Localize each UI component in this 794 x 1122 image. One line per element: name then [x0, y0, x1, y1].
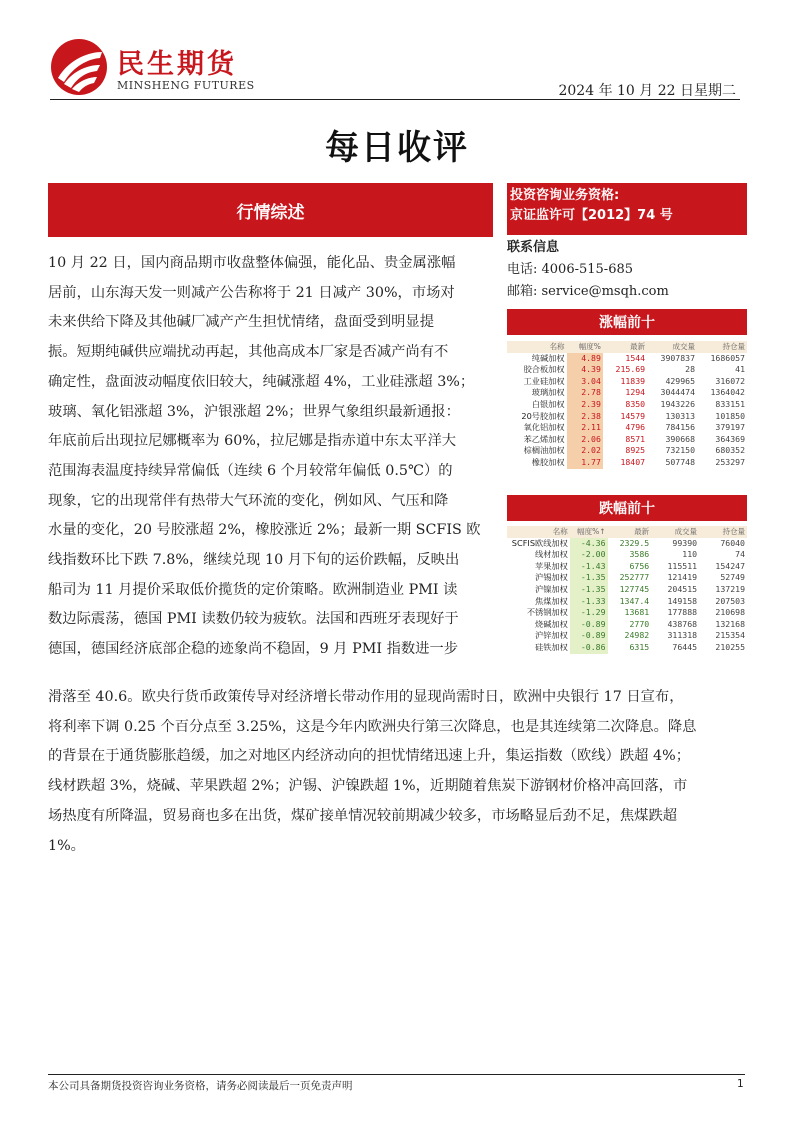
column-header: 幅度% [567, 341, 603, 353]
change-pct: -1.35 [570, 584, 608, 596]
volume: 784156 [665, 422, 696, 433]
contact-info [507, 237, 669, 303]
open-interest: 1686057 [710, 352, 745, 363]
column-header: 成交量 [647, 341, 697, 353]
instrument-name: 白银加权 [531, 398, 565, 409]
instrument-name: 苹果加权 [535, 560, 568, 571]
last-price: 252777 [619, 572, 650, 583]
instrument-name: 胶合板加权 [523, 364, 565, 375]
column-header: 幅度%↑ [570, 526, 608, 538]
top-gainers-table [507, 341, 747, 469]
volume: 438768 [667, 618, 698, 629]
volume: 28 [685, 364, 696, 375]
change-pct: 2.39 [567, 399, 603, 411]
open-interest: 74 [735, 549, 745, 560]
section-title-box [48, 183, 493, 237]
last-price: 13681 [624, 607, 650, 618]
contact-title: 联系信息 [507, 240, 560, 255]
last-price: 6756 [629, 560, 650, 571]
last-price: 8925 [625, 445, 646, 456]
summary-line: 玻璃、氧化铝涨超 3%，沪银涨超 2%；世界气象组织最新通报： [48, 403, 460, 420]
company-name-en: MINSHENG FUTURES [117, 79, 255, 92]
open-interest: 833151 [715, 398, 745, 409]
summary-line: 10 月 22 日，国内商品期市收盘整体偏强，能化品、贵金属涨幅 [48, 255, 456, 271]
summary-line: 居前，山东海天发一则减产公告称将于 21 日减产 30%，市场对 [48, 284, 455, 301]
last-price: 127745 [619, 583, 650, 594]
volume: 507748 [665, 456, 696, 467]
volume: 3044474 [660, 387, 696, 398]
summary-line: 未来供给下降及其他碱厂减产产生担忧情绪，盘面受到明显提 [48, 314, 435, 331]
last-price: 8571 [625, 433, 646, 444]
header-divider [50, 99, 740, 100]
instrument-name: SCFIS欧线加权 [511, 537, 568, 548]
last-price: 11839 [620, 375, 646, 386]
summary-line: 线材跌超 3%，烧碱、苹果跌超 2%；沪锡、沪镍跌超 1%，近期随着焦炭下游钢材价格冲高回落，市 [48, 778, 688, 795]
last-price: 1294 [625, 387, 646, 398]
change-pct: 4.39 [567, 364, 603, 376]
table-row [507, 561, 747, 573]
open-interest: 364369 [715, 433, 745, 444]
open-interest: 41 [735, 364, 745, 375]
summary-line: 滑落至 40.6。欧央行货币政策传导对经济增长带动作用的显现尚需时日，欧洲中央银行 17 日宣布， [48, 689, 684, 705]
summary-line: 水量的变化，20 号胶涨超 2%，橡胶涨近 2%；最新一期 SCFIS 欧 [48, 522, 481, 539]
open-interest: 52749 [720, 572, 745, 583]
change-pct: 2.06 [567, 434, 603, 446]
volume: 99390 [672, 537, 698, 548]
instrument-name: 纯碱加权 [531, 352, 565, 363]
last-price: 215.69 [615, 364, 646, 375]
change-pct: -2.00 [570, 549, 608, 561]
open-interest: 76040 [720, 537, 745, 548]
summary-line: 年底前后出现拉尼娜概率为 60%，拉尼娜是指赤道中东太平洋大 [48, 433, 457, 450]
open-interest: 1364042 [710, 387, 745, 398]
change-pct: -0.86 [570, 642, 608, 654]
contact-email: 邮箱: service@msqh.com [507, 284, 669, 299]
table-row [507, 538, 747, 550]
volume: 732150 [665, 445, 696, 456]
open-interest: 210255 [715, 641, 745, 652]
instrument-name: 棕榈油加权 [523, 445, 565, 456]
volume: 130313 [665, 410, 696, 421]
instrument-name: 20号胶加权 [521, 410, 565, 421]
table-row [507, 549, 747, 561]
open-interest: 137219 [715, 583, 745, 594]
summary-line: 1%。 [48, 837, 85, 854]
open-interest: 316072 [715, 375, 745, 386]
open-interest: 154247 [715, 560, 745, 571]
table-row [507, 445, 747, 457]
certificate-box [507, 183, 747, 235]
volume: 390668 [665, 433, 696, 444]
summary-line: 德国，德国经济底部企稳的迹象尚不稳固，9 月 PMI 指数进一步 [48, 641, 459, 658]
summary-line: 数边际震荡，德国 PMI 读数仍较为疲软。法国和西班牙表现好于 [48, 611, 459, 628]
change-pct: -1.35 [570, 572, 608, 584]
volume: 1943226 [660, 398, 696, 409]
table-row [507, 457, 747, 469]
change-pct: -4.36 [570, 538, 608, 550]
last-price: 8350 [625, 398, 646, 409]
table-row [507, 422, 747, 434]
volume: 121419 [667, 572, 698, 583]
table-row [507, 376, 747, 388]
change-pct: 2.78 [567, 387, 603, 399]
top-losers-title: 跌幅前十 [599, 501, 655, 517]
table-row [507, 607, 747, 619]
last-price: 2329.5 [619, 537, 650, 548]
summary-line: 范围海表温度持续异常偏低（连续 6 个月较常年偏低 0.5℃）的 [48, 462, 453, 479]
last-price: 6315 [629, 641, 650, 652]
instrument-name: 橡胶加权 [531, 456, 565, 467]
top-gainers-title: 涨幅前十 [599, 315, 655, 331]
instrument-name: 线材加权 [535, 549, 568, 560]
summary-line: 的背景在于通货膨胀趋缓，加之对地区内经济动向的担忧情绪迅速上升，集运指数（欧线）跌超 4%； [48, 748, 690, 765]
column-header: 最新 [608, 526, 652, 538]
table-row [507, 434, 747, 446]
last-price: 3586 [629, 549, 650, 560]
instrument-name: 不锈钢加权 [526, 607, 568, 618]
column-header: 成交量 [651, 526, 699, 538]
last-price: 24982 [624, 630, 650, 641]
open-interest: 680352 [715, 445, 745, 456]
instrument-name: 沪镍加权 [535, 583, 568, 594]
footer-disclaimer: 本公司具备期货投资咨询业务资格，请务必阅读最后一页免责声明 [48, 1080, 353, 1092]
open-interest: 207503 [715, 595, 745, 606]
open-interest: 379197 [715, 422, 745, 433]
company-name-cn: 民生期货 [117, 49, 237, 80]
last-price: 4796 [625, 422, 646, 433]
change-pct: -1.33 [570, 596, 608, 608]
change-pct: 4.89 [567, 353, 603, 365]
open-interest: 253297 [715, 456, 745, 467]
table-row [507, 596, 747, 608]
last-price: 1544 [625, 352, 646, 363]
column-header: 名称 [507, 341, 567, 353]
last-price: 2770 [629, 618, 650, 629]
change-pct: 1.77 [567, 457, 603, 469]
volume: 110 [682, 549, 698, 560]
instrument-name: 氧化铝加权 [523, 422, 565, 433]
volume: 115511 [667, 560, 698, 571]
table-row [507, 399, 747, 411]
volume: 311318 [667, 630, 698, 641]
open-interest: 132168 [715, 618, 745, 629]
instrument-name: 沪锡加权 [535, 572, 568, 583]
change-pct: 2.02 [567, 445, 603, 457]
instrument-name: 工业硅加权 [523, 375, 565, 386]
summary-line: 确定性，盘面波动幅度依旧较大，纯碱涨超 4%，工业硅涨超 3%； [48, 373, 475, 390]
instrument-name: 玻璃加权 [531, 387, 565, 398]
last-price: 14579 [620, 410, 646, 421]
last-price: 18407 [620, 456, 646, 467]
instrument-name: 烧碱加权 [535, 618, 568, 629]
certificate-line-1: 投资咨询业务资格: [510, 188, 620, 203]
open-interest: 101850 [715, 410, 745, 421]
top-losers-table [507, 526, 747, 654]
column-header: 最新 [603, 341, 647, 353]
change-pct: -1.29 [570, 607, 608, 619]
summary-line: 场热度有所降温，贸易商也多在出货，煤矿接单情况较前期减少较多，市场略显后劲不足，焦煤跌超 [48, 807, 678, 824]
company-logo-icon [50, 38, 108, 96]
footer-divider [48, 1074, 745, 1075]
certificate-line-2: 京证监许可【2012】74 号 [510, 208, 673, 223]
volume: 429965 [665, 375, 696, 386]
change-pct: 2.11 [567, 422, 603, 434]
open-interest: 215354 [715, 630, 745, 641]
summary-line: 将利率下调 0.25 个百分点至 3.25%，这是今年内欧洲央行第三次降息，也是其连续第二次降息。降息 [48, 718, 697, 735]
change-pct: -0.89 [570, 630, 608, 642]
contact-phone: 电话: 4006-515-685 [507, 262, 634, 277]
column-header: 持仓量 [697, 341, 747, 353]
table-row [507, 619, 747, 631]
table-header-row [507, 526, 747, 538]
summary-line: 现象，它的出现常伴有热带大气环流的变化，例如风、气压和降 [48, 492, 449, 509]
top-losers-title-box [507, 495, 747, 521]
open-interest: 210698 [715, 607, 745, 618]
instrument-name: 苯乙烯加权 [523, 433, 565, 444]
instrument-name: 焦煤加权 [535, 595, 568, 606]
volume: 3907837 [660, 352, 696, 363]
volume: 149158 [667, 595, 698, 606]
table-row [507, 584, 747, 596]
change-pct: 2.38 [567, 411, 603, 423]
volume: 204515 [667, 583, 698, 594]
summary-line: 船司为 11 月提价采取低价揽货的定价策略。欧洲制造业 PMI 读 [48, 581, 458, 598]
table-row [507, 353, 747, 365]
page-title: 每日收评 [325, 128, 469, 168]
change-pct: -1.43 [570, 561, 608, 573]
table-row [507, 572, 747, 584]
column-header: 名称 [507, 526, 570, 538]
last-price: 1347.4 [619, 595, 650, 606]
instrument-name: 硅铁加权 [535, 641, 568, 652]
table-row [507, 387, 747, 399]
report-date: 2024 年 10 月 22 日星期二 [558, 83, 736, 99]
summary-line: 线指数环比下跌 7.8%，继续兑现 10 月下旬的运价跌幅，反映出 [48, 552, 460, 568]
instrument-name: 沪锌加权 [535, 630, 568, 641]
change-pct: 3.04 [567, 376, 603, 388]
change-pct: -0.89 [570, 619, 608, 631]
table-header-row [507, 341, 747, 353]
summary-line: 振。短期纯碱供应端扰动再起，其他高成本厂家是否减产尚有不 [48, 344, 449, 361]
top-gainers-title-box [507, 309, 747, 335]
table-row [507, 411, 747, 423]
table-row [507, 630, 747, 642]
column-header: 持仓量 [699, 526, 747, 538]
page-number: 1 [737, 1078, 744, 1090]
volume: 76445 [672, 641, 698, 652]
table-row [507, 364, 747, 376]
volume: 177888 [667, 607, 698, 618]
section-title: 行情综述 [236, 202, 305, 223]
table-row [507, 642, 747, 654]
